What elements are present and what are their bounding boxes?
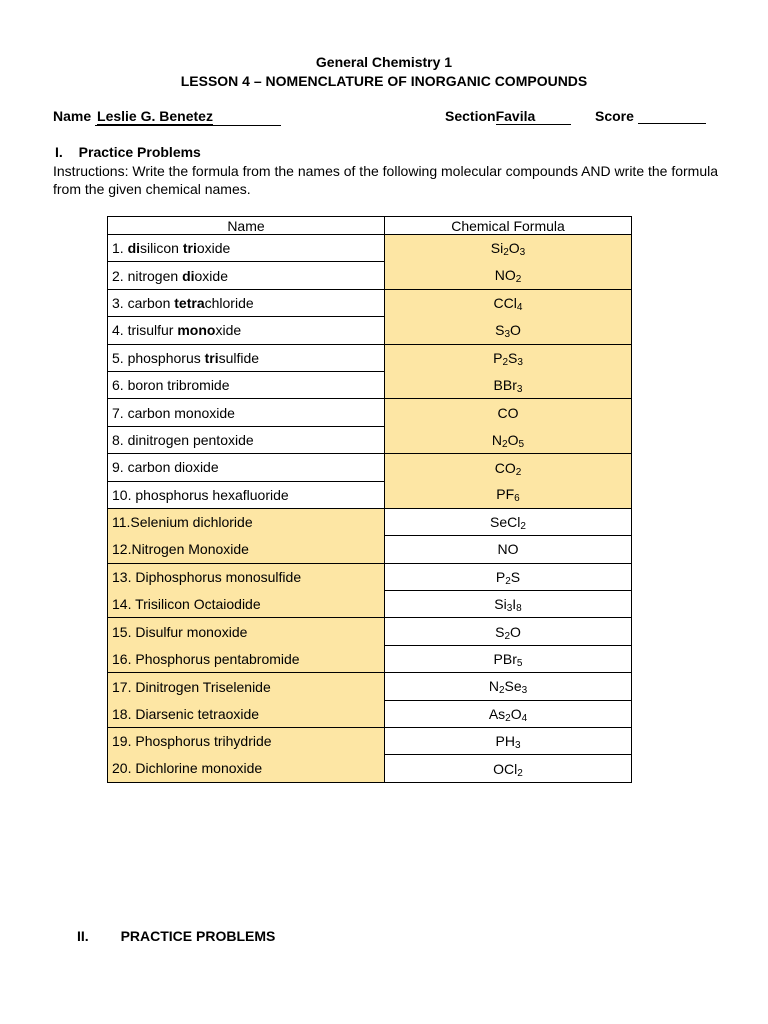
table-row xyxy=(108,262,632,289)
table-row xyxy=(108,700,632,727)
table-row xyxy=(108,344,632,371)
col-formula-header: Chemical Formula xyxy=(385,217,632,235)
compound-name: 12.Nitrogen Monoxide xyxy=(108,536,385,563)
compound-name: 4. trisulfur monoxide xyxy=(108,317,385,344)
table-row xyxy=(108,563,632,590)
compound-formula: $N_2Se_3$ xyxy=(385,673,632,700)
score-field[interactable] xyxy=(638,109,706,124)
part2-heading xyxy=(77,928,275,944)
compound-name: 1. disilicon trioxide xyxy=(108,235,385,262)
table-row xyxy=(108,235,632,262)
compound-formula: BBr$_3$ xyxy=(385,371,632,398)
compound-name: 10. phosphorus hexafluoride xyxy=(108,481,385,508)
compound-name: 11.Selenium dichloride xyxy=(108,508,385,535)
table-row xyxy=(108,426,632,453)
table-row xyxy=(108,618,632,645)
compound-name: 9. carbon dioxide xyxy=(108,454,385,481)
table-row xyxy=(108,508,632,535)
table-row xyxy=(108,645,632,672)
compound-formula: $CO_2$ xyxy=(385,454,632,481)
part1-numeral: I. xyxy=(55,144,63,160)
compound-name: 17. Dinitrogen Triselenide xyxy=(108,673,385,700)
compound-formula: $NO_2$ xyxy=(385,262,632,289)
table-row xyxy=(108,536,632,563)
table-row xyxy=(108,399,632,426)
compound-formula: $S_2O$ xyxy=(385,618,632,645)
col-name-header: Name xyxy=(108,217,385,235)
compound-formula: $As_2O_4$ xyxy=(385,700,632,727)
compound-name: 14. Trisilicon Octaiodide xyxy=(108,591,385,618)
section-line xyxy=(445,108,571,125)
table-row xyxy=(108,728,632,755)
section-field[interactable] xyxy=(496,108,571,125)
table-row xyxy=(108,289,632,316)
compound-formula: $P_2S_3$ xyxy=(385,344,632,371)
table-row xyxy=(108,371,632,398)
compound-formula: CCl$_4$ xyxy=(385,289,632,316)
compound-name: 8. dinitrogen pentoxide xyxy=(108,426,385,453)
compound-formula: OCl$_2$ xyxy=(385,755,632,782)
part1-title: Practice Problems xyxy=(78,144,201,160)
table-row xyxy=(108,673,632,700)
compound-formula: $P_2S$ xyxy=(385,563,632,590)
section-value: Favila xyxy=(495,108,536,124)
compound-name: 3. carbon tetrachloride xyxy=(108,289,385,316)
part2-numeral: II. xyxy=(77,928,89,944)
table-header-row xyxy=(108,217,632,235)
compound-name: 20. Dichlorine monoxide xyxy=(108,755,385,782)
compound-formula: $S_3O$ xyxy=(385,317,632,344)
compound-name: 19. Phosphorus trihydride xyxy=(108,728,385,755)
lesson-title: LESSON 4 – NOMENCLATURE OF INORGANIC COMPOUNDS xyxy=(180,73,588,89)
compound-formula: PBr$_5$ xyxy=(385,645,632,672)
compound-formula: $Si_3I_8$ xyxy=(385,591,632,618)
compound-name: 13. Diphosphorus monosulfide xyxy=(108,563,385,590)
name-value: Leslie G. Benetez xyxy=(97,108,213,124)
name-label: Name xyxy=(53,108,92,124)
table-row xyxy=(108,481,632,508)
compounds-table xyxy=(107,216,632,783)
table-row xyxy=(108,454,632,481)
compound-formula: $PH_3$ xyxy=(385,728,632,755)
score-line xyxy=(595,108,706,124)
score-label: Score xyxy=(595,108,634,124)
table-row xyxy=(108,591,632,618)
part2-title: PRACTICE PROBLEMS xyxy=(120,928,276,944)
compound-name: 16. Phosphorus pentabromide xyxy=(108,645,385,672)
compound-name: 7. carbon monoxide xyxy=(108,399,385,426)
compound-formula: SeCl$_2$ xyxy=(385,508,632,535)
compound-name: 6. boron tribromide xyxy=(108,371,385,398)
course-title: General Chemistry 1 xyxy=(315,54,453,70)
compound-formula: $PF_6$ xyxy=(385,481,632,508)
name-line xyxy=(53,108,281,126)
compound-name: 5. phosphorus trisulfide xyxy=(108,344,385,371)
compound-name: 18. Diarsenic tetraoxide xyxy=(108,700,385,727)
compound-name: 2. nitrogen dioxide xyxy=(108,262,385,289)
compound-formula: $Si_2O_3$ xyxy=(385,235,632,262)
part1-heading xyxy=(55,144,201,160)
compound-formula: $N_2O_5$ xyxy=(385,426,632,453)
table-row xyxy=(108,755,632,782)
instructions: Instructions: Write the formula from the names of the following molecular compounds AND write the formula from the given chemical names. xyxy=(53,163,719,197)
compound-name: 15. Disulfur monoxide xyxy=(108,618,385,645)
name-field[interactable] xyxy=(95,108,281,126)
compound-formula: CO xyxy=(385,399,632,426)
compound-formula: NO xyxy=(385,536,632,563)
section-label: Section xyxy=(445,108,496,124)
table-row xyxy=(108,317,632,344)
